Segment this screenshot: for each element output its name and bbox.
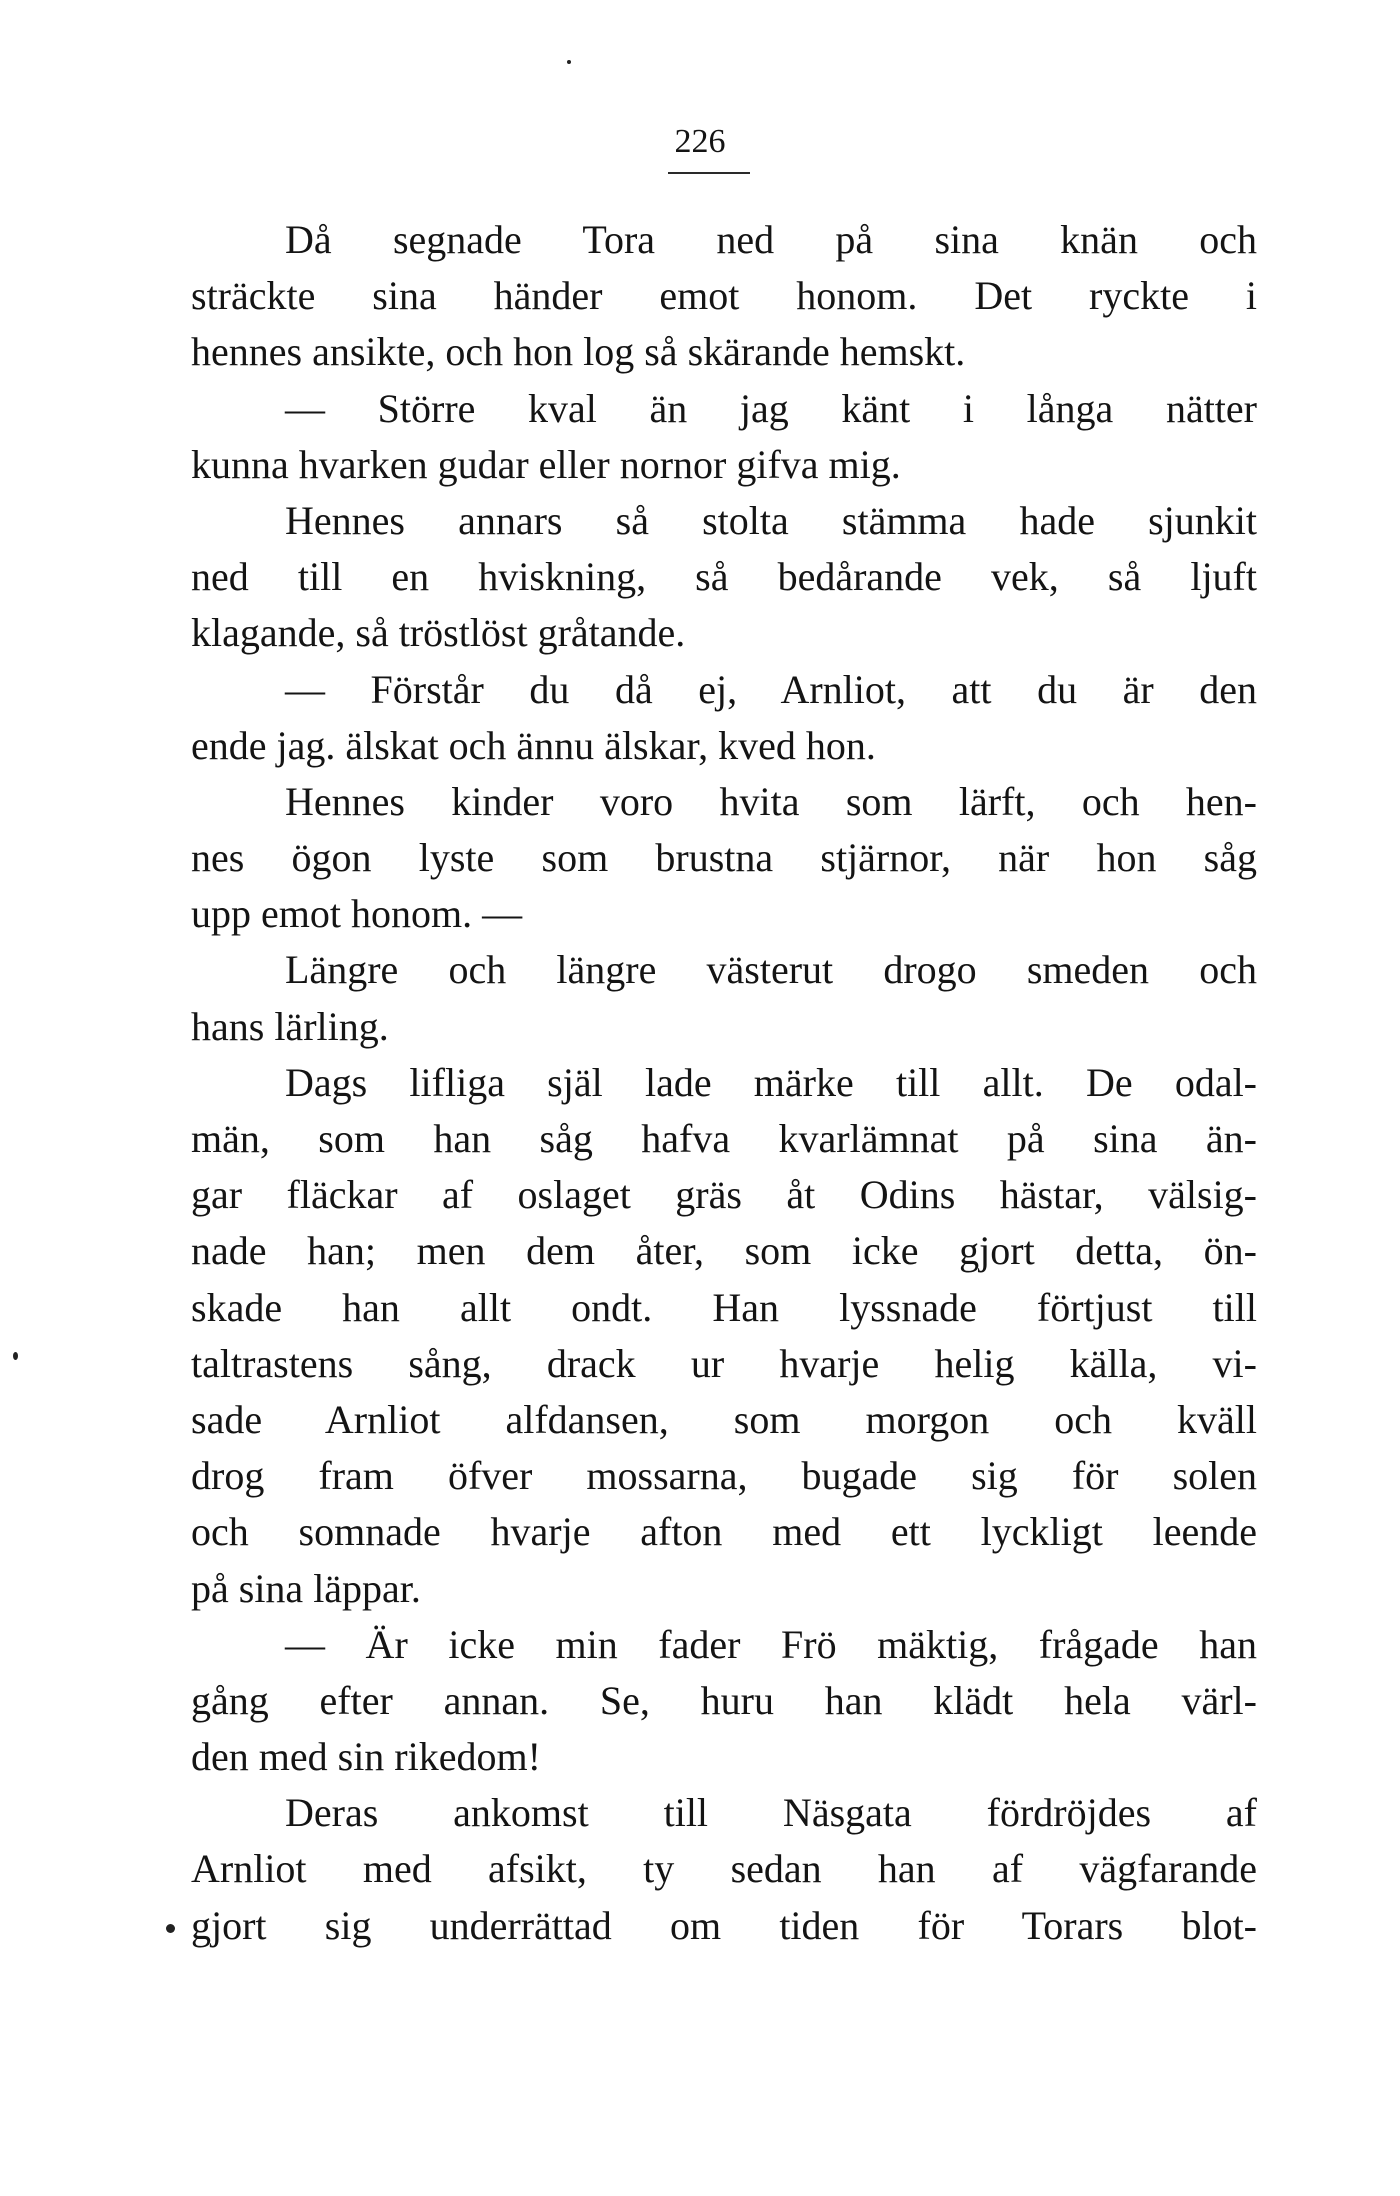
text-line: upp emot honom. —	[191, 891, 523, 937]
page-number-rule	[668, 172, 750, 174]
text-line: hans lärling.	[191, 1003, 389, 1049]
body-text	[191, 212, 1257, 1954]
page-number: 226	[674, 123, 726, 160]
text-line: sade Arnliot alfdansen, som morgon och kväll	[191, 1396, 1257, 1442]
text-line: ende jag. älskat och ännu älskar, kved hon.	[191, 722, 876, 768]
text-line: nes ögon lyste som brustna stjärnor, när hon såg	[191, 835, 1257, 881]
text-line: ned till en hviskning, så bedårande vek, så ljuft	[191, 554, 1257, 600]
text-line: gar fläckar af oslaget gräs åt Odins hästar, välsig-	[191, 1172, 1257, 1218]
text-line: Hennes kinder voro hvita som lärft, och hen-	[285, 778, 1257, 824]
text-line: Deras ankomst till Näsgata fördröjdes af	[285, 1790, 1257, 1836]
scan-speck	[166, 1924, 175, 1933]
text-line: Längre och längre västerut drogo smeden och	[285, 947, 1257, 993]
text-line: hennes ansikte, och hon log så skärande hemskt.	[191, 329, 966, 375]
text-line: sträckte sina händer emot honom. Det ryckte i	[191, 273, 1257, 319]
text-line: män, som han såg hafva kvarlämnat på sina än-	[191, 1116, 1257, 1161]
text-line: Dags lifliga själ lade märke till allt. De odal-	[285, 1059, 1257, 1105]
text-line: skade han allt ondt. Han lyssnade förtjust till	[191, 1284, 1257, 1330]
text-line: kunna hvarken gudar eller nornor gifva mig.	[191, 441, 901, 487]
scan-speck	[13, 1352, 18, 1360]
text-line: drog fram öfver mossarna, bugade sig för solen	[191, 1453, 1257, 1499]
text-line: — Större kval än jag känt i långa nätter	[285, 385, 1257, 431]
text-line: Arnliot med afsikt, ty sedan han af vägfarande	[191, 1846, 1257, 1892]
text-line: och somnade hvarje afton med ett lyckligt leende	[191, 1509, 1257, 1555]
text-line: Hennes annars så stolta stämma hade sjunkit	[285, 497, 1257, 543]
text-line: den med sin rikedom!	[191, 1734, 541, 1780]
scan-speck	[567, 60, 571, 64]
text-line: nade han; men dem åter, som icke gjort detta, ön-	[191, 1228, 1257, 1274]
text-line: klagande, så tröstlöst gråtande.	[191, 610, 686, 656]
text-line: Då segnade Tora ned på sina knän och	[285, 217, 1257, 262]
text-line: — Förstår du då ej, Arnliot, att du är den	[285, 666, 1257, 712]
text-line: gång efter annan. Se, huru han klädt hela värl-	[191, 1677, 1257, 1723]
text-line: gjort sig underrättad om tiden för Torars blot-	[191, 1902, 1257, 1948]
text-line: taltrastens sång, drack ur hvarje helig källa, vi-	[191, 1340, 1257, 1386]
text-line: på sina läppar.	[191, 1565, 421, 1611]
text-line: — Är icke min fader Frö mäktig, frågade han	[285, 1621, 1257, 1667]
